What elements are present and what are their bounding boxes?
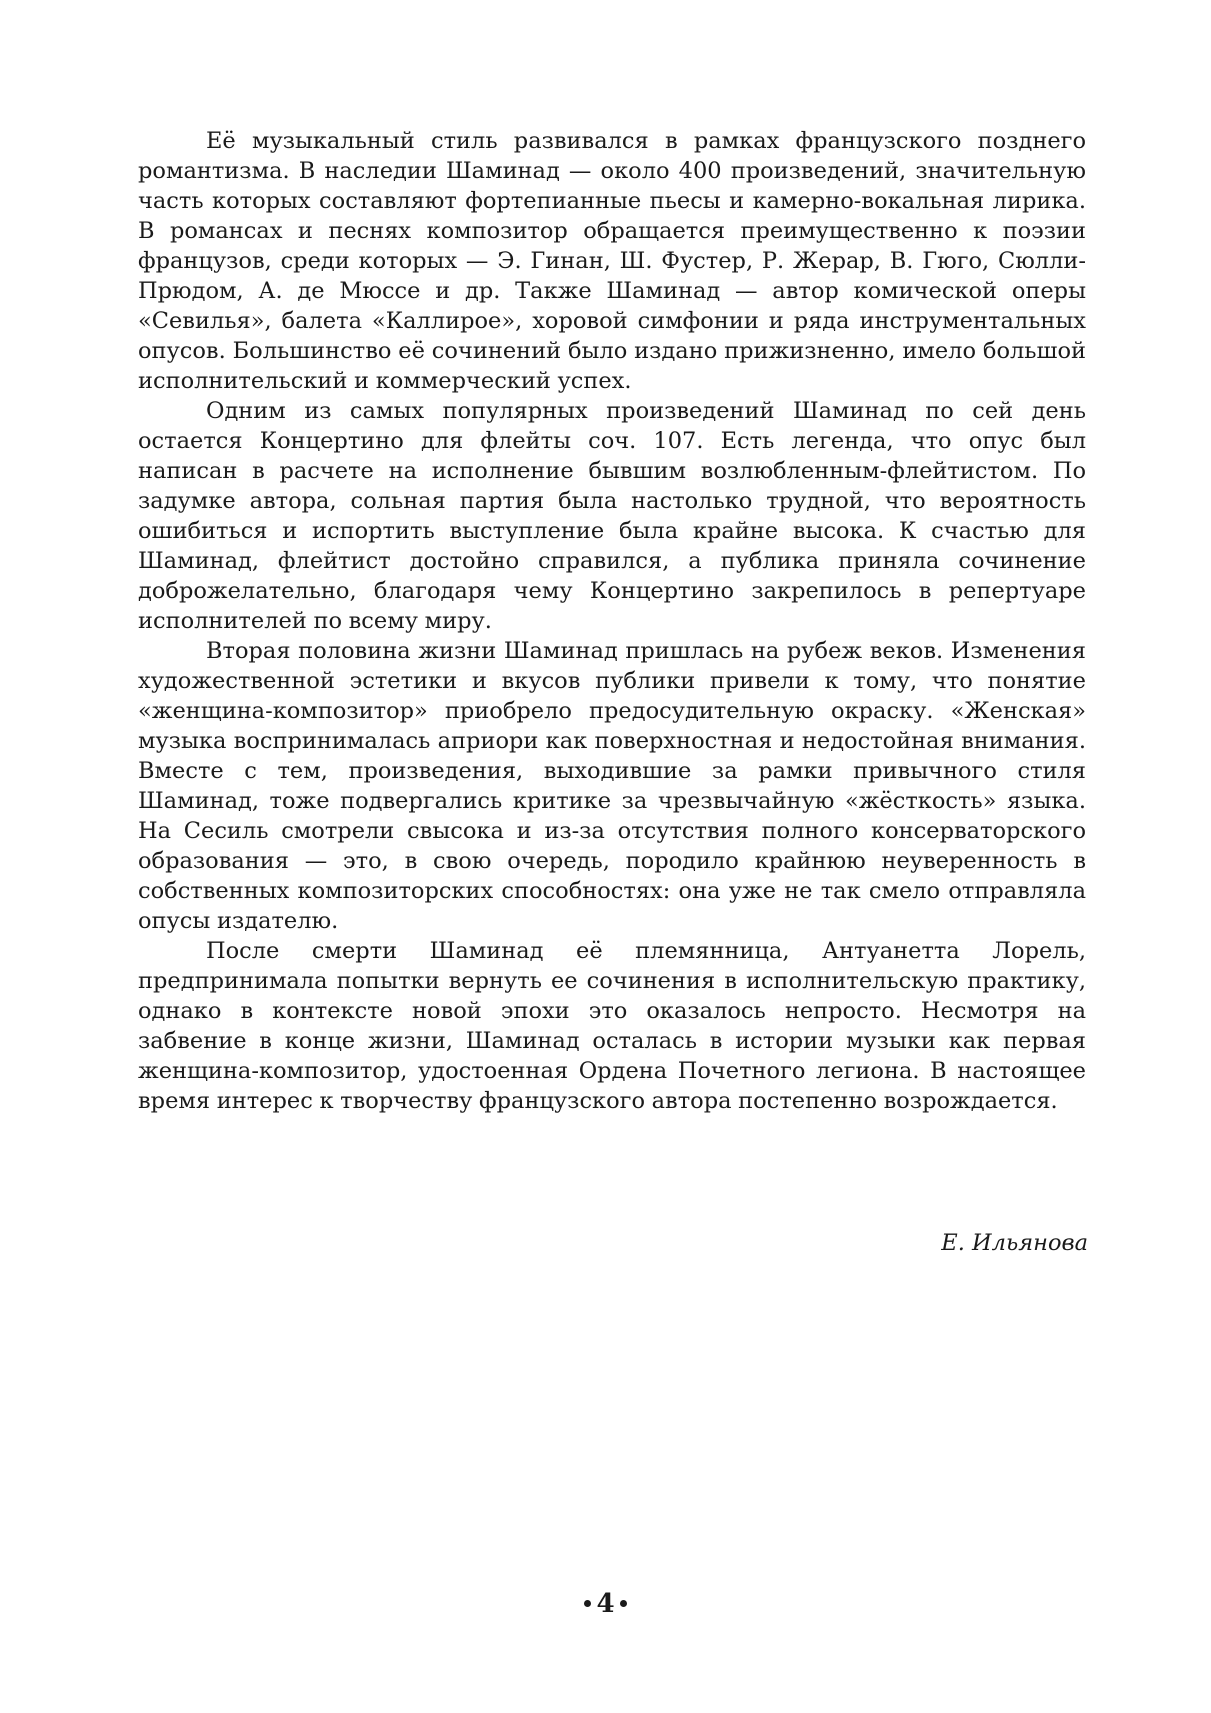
paragraph-1: Её музыкальный стиль развивался в рамках французского позднего романтизма. В наследии Шаминад — около 400 произведений, значительную часть которых составляют фортепианные пьесы и камерно-вокальная лирика. В романсах и песнях композитор обращается преимущественно к поэзии французов, среди которых — Э. Гинан, Ш. Фустер, Р. Жерар, В. Гюго, Сюлли-Прюдом, А. де Мюссе и др. Также Шаминад — автор комической оперы «Севилья», балета «Каллирое», хоровой симфонии и ряда инструментальных опусов. Большинство её сочинений было издано прижизненно, имело большой исполнительский и коммерческий успех. [138,128,1086,394]
bullet-dot-icon [620,1600,627,1607]
body-text [138,126,1086,1116]
paragraph-2: Одним из самых популярных произведений Шаминад по сей день остается Концертино для флейты соч. 107. Есть легенда, что опус был написан в расчете на исполнение бывшим возлюбленным-флейтистом. По задумке автора, сольная партия была настолько трудной, что вероятность ошибиться и испортить выступление была крайне высока. К счастью для Шаминад, флейтист достойно справился, а публика приняла сочинение доброжелательно, благодаря чему Концертино закрепилось в репертуаре исполнителей по всему миру. [138,398,1086,634]
paragraph-4: После смерти Шаминад её племянница, Антуанетта Лорель, предпринимала попытки вернуть ее сочинения в исполнительскую практику, однако в контексте новой эпохи это оказалось непросто. Несмотря на забвение в конце жизни, Шаминад осталась в истории музыки как первая женщина-композитор, удостоенная Ордена Почетного легиона. В настоящее время интерес к творчеству французского автора постепенно возрождается. [138,938,1086,1114]
page-number-footer [0,1589,1211,1619]
page-number: 4 [596,1589,615,1619]
paragraph-3: Вторая половина жизни Шаминад пришлась на рубеж веков. Изменения художественной эстетики и вкусов публики привели к тому, что понятие «женщина-композитор» приобрело предосудительную окраску. «Женская» музыка воспринималась априори как поверхностная и недостойная внимания. Вместе с тем, произведения, выходившие за рамки привычного стиля Шаминад, тоже подвергались критике за чрезвычайную «жёсткость» языка. На Сесиль смотрели свысока и из-за отсутствия полного консерваторского образования — это, в свою очередь, породило крайнюю неуверенность в собственных композиторских способностях: она уже не так смело отправляла опусы издателю. [138,638,1086,934]
author-signature: Е. Ильянова [941,1230,1088,1256]
bullet-dot-icon [584,1600,591,1607]
